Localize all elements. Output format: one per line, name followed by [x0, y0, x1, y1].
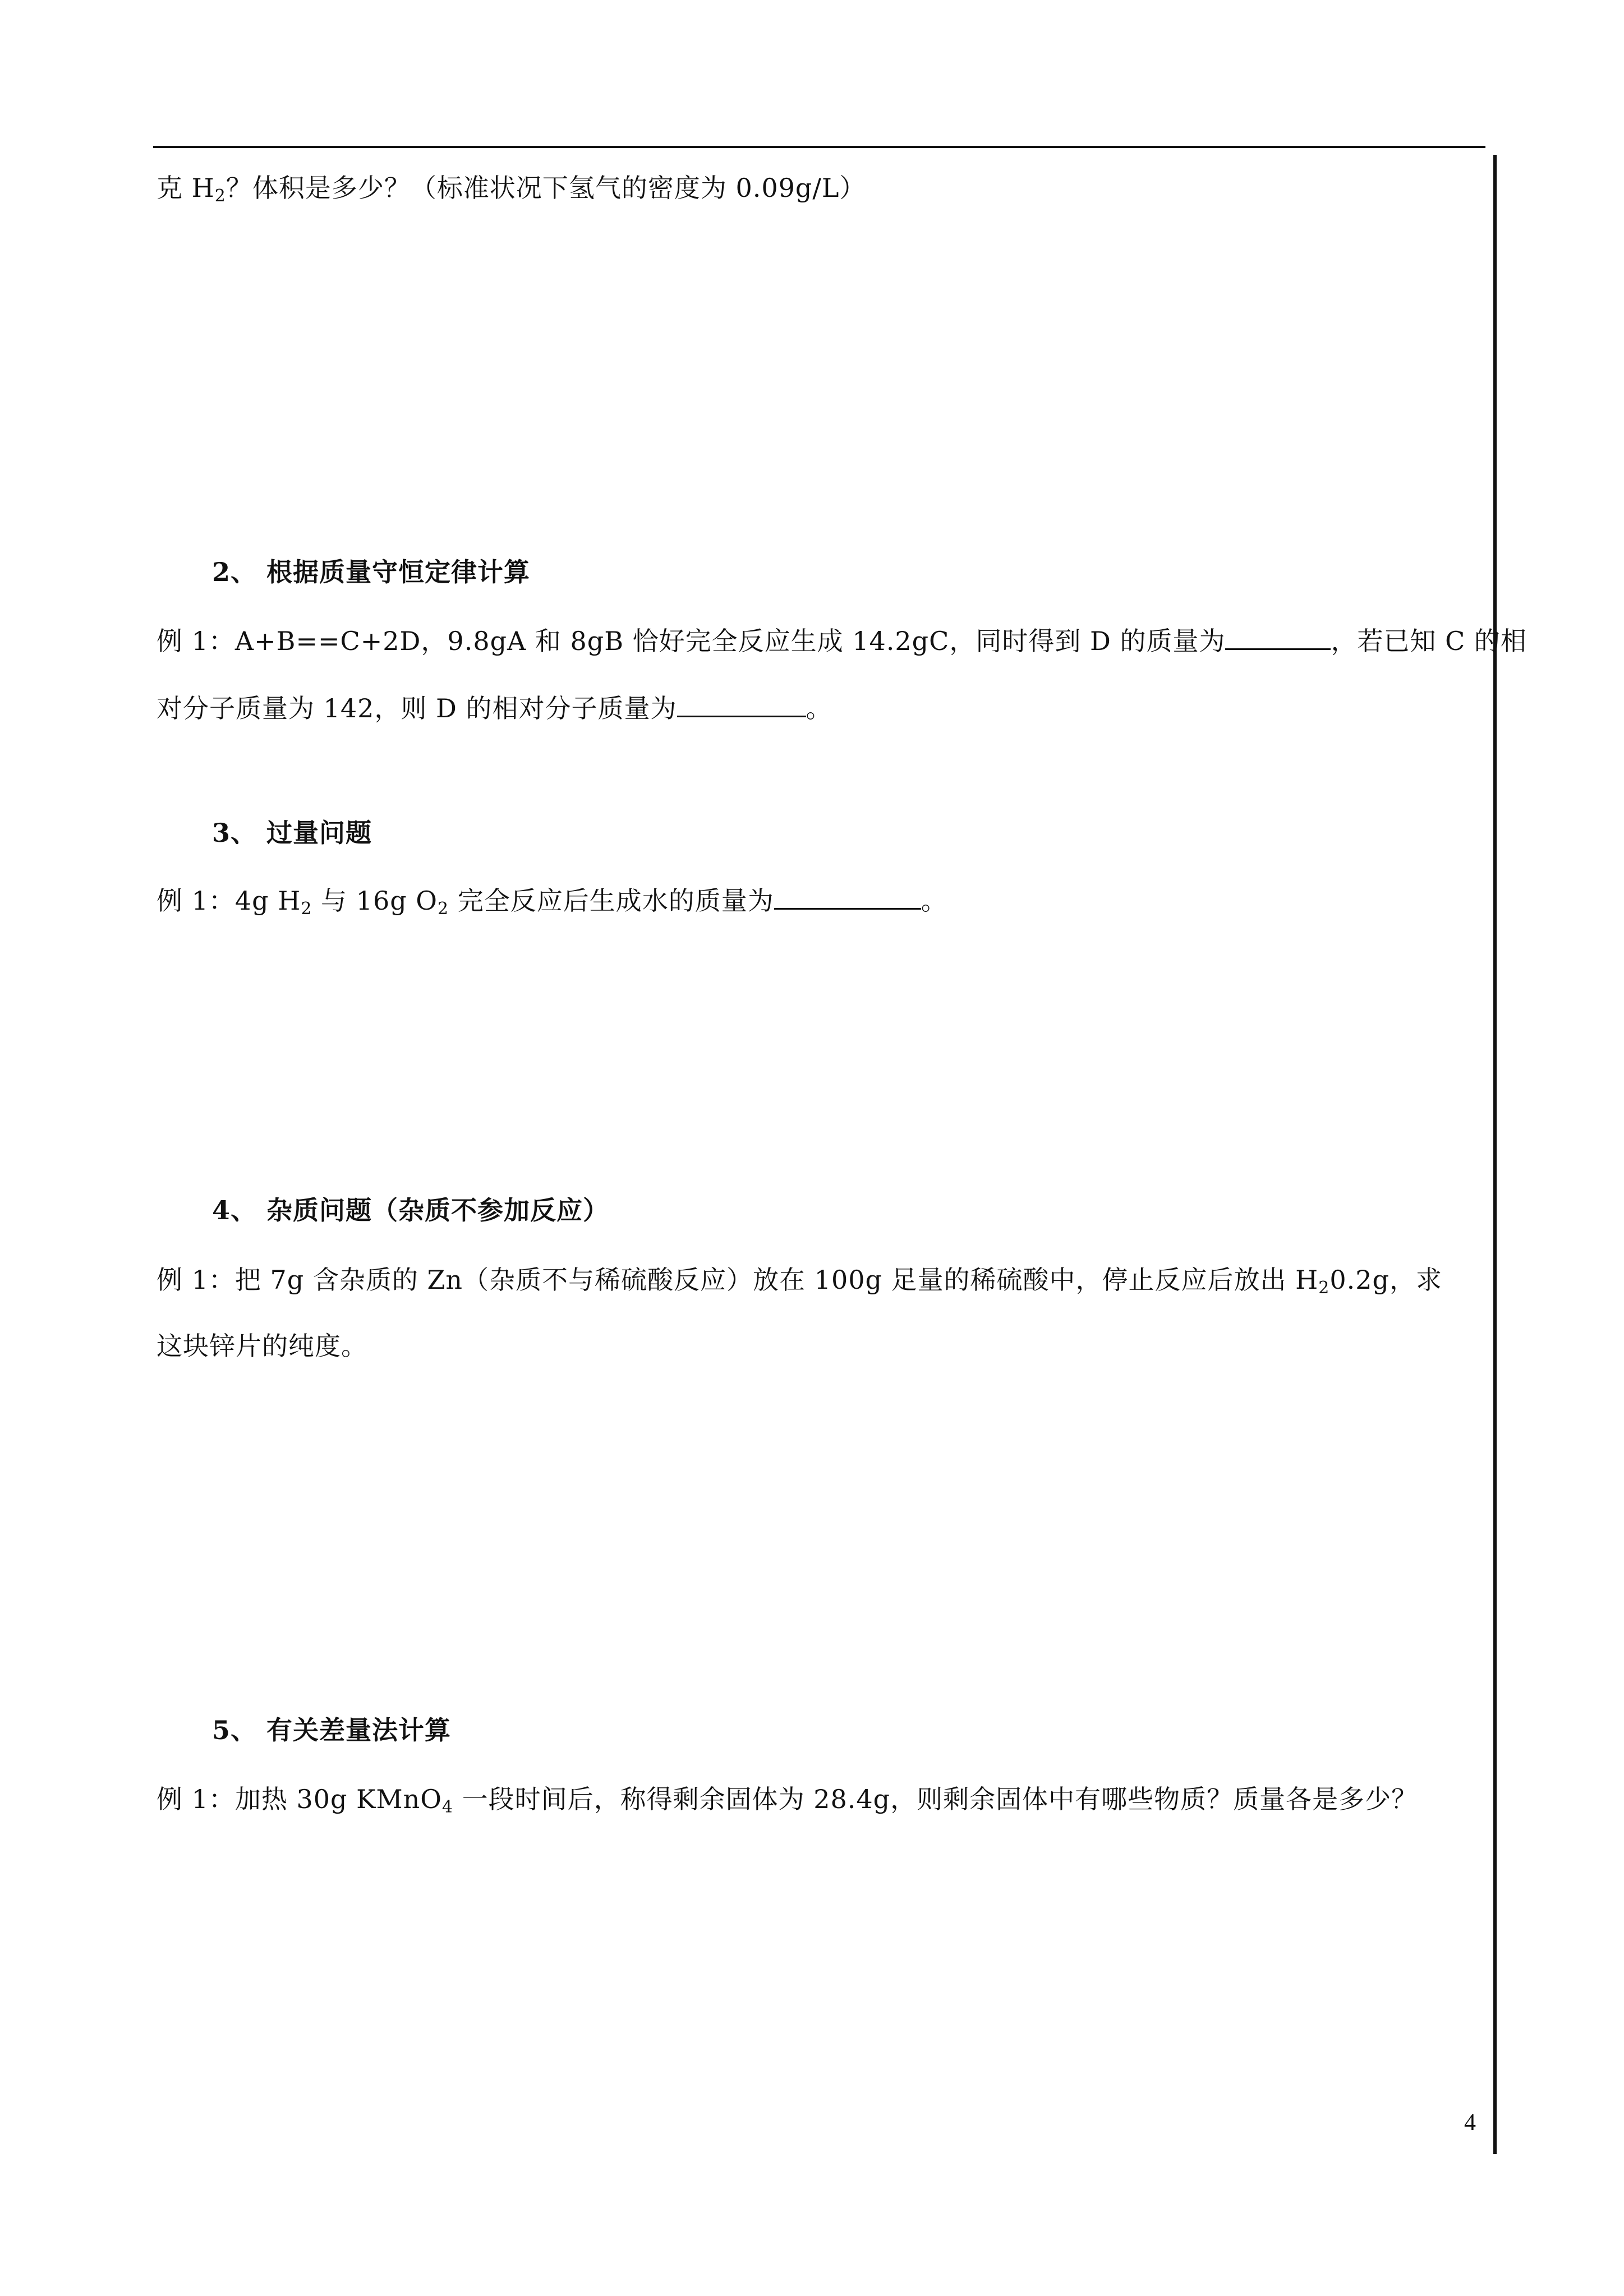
- carryover-question: [157, 171, 866, 205]
- section-2-example-line-1: [157, 624, 1527, 658]
- section-3-example-text-a: 例 1：4g H: [157, 886, 301, 916]
- answer-blank-d-mass[interactable]: [1225, 624, 1331, 650]
- right-border-line: [1493, 155, 1497, 2154]
- section-5-example: [157, 1782, 1418, 1816]
- section-3-example-text-b: 与 16g O: [312, 886, 438, 916]
- section-5-heading: 5、 有关差量法计算: [212, 1715, 452, 1745]
- section-4-example-line-1: [157, 1263, 1442, 1297]
- section-2-example-line-2: [157, 691, 832, 725]
- top-border-line: [153, 146, 1485, 148]
- section-5-subscript-o: 4: [441, 1797, 454, 1817]
- section-3-example-period: 。: [921, 886, 947, 916]
- section-4-subscript-h: 2: [1318, 1278, 1330, 1298]
- section-3-example: [157, 883, 947, 918]
- carryover-subscript: 2: [214, 186, 226, 206]
- section-5-example-text-a: 例 1：加热 30g KMnO: [157, 1784, 442, 1814]
- carryover-prefix: 克 H: [157, 173, 215, 203]
- section-4-example-text-a: 例 1：把 7g 含杂质的 Zn（杂质不与稀硫酸反应）放在 100g 足量的稀硫酸中，停止反应后放出 H: [157, 1265, 1319, 1295]
- section-3-example-text-c: 完全反应后生成水的质量为: [449, 886, 774, 916]
- section-2-example-text-end: ，若已知 C 的相: [1331, 626, 1527, 656]
- section-2-example-text-2: 对分子质量为 142，则 D 的相对分子质量为: [157, 693, 677, 723]
- section-4-example-text-b: 0.2g，求: [1329, 1265, 1442, 1295]
- section-2-example-period: 。: [806, 693, 832, 723]
- section-2-heading: 2、 根据质量守恒定律计算: [212, 557, 531, 587]
- section-3-subscript-h: 2: [301, 899, 312, 919]
- answer-blank-d-molar-mass[interactable]: [677, 691, 806, 717]
- section-4-heading: 4、 杂质问题（杂质不参加反应）: [212, 1195, 610, 1225]
- section-3-heading: 3、 过量问题: [212, 818, 372, 848]
- section-3-subscript-o: 2: [438, 899, 449, 919]
- section-4-example-line-2: 这块锌片的纯度。: [157, 1331, 367, 1361]
- carryover-text: ？体积是多少？（标准状况下氢气的密度为 0.09g/L）: [226, 173, 866, 203]
- section-5-example-text-b: 一段时间后，称得剩余固体为 28.4g，则剩余固体中有哪些物质？质量各是多少？: [453, 1784, 1418, 1814]
- answer-blank-water-mass[interactable]: [774, 883, 921, 910]
- section-2-example-text: 例 1：A+B==C+2D，9.8gA 和 8gB 恰好完全反应生成 14.2gC，同时得到 D 的质量为: [157, 626, 1226, 656]
- page-number: 4: [1464, 2110, 1476, 2136]
